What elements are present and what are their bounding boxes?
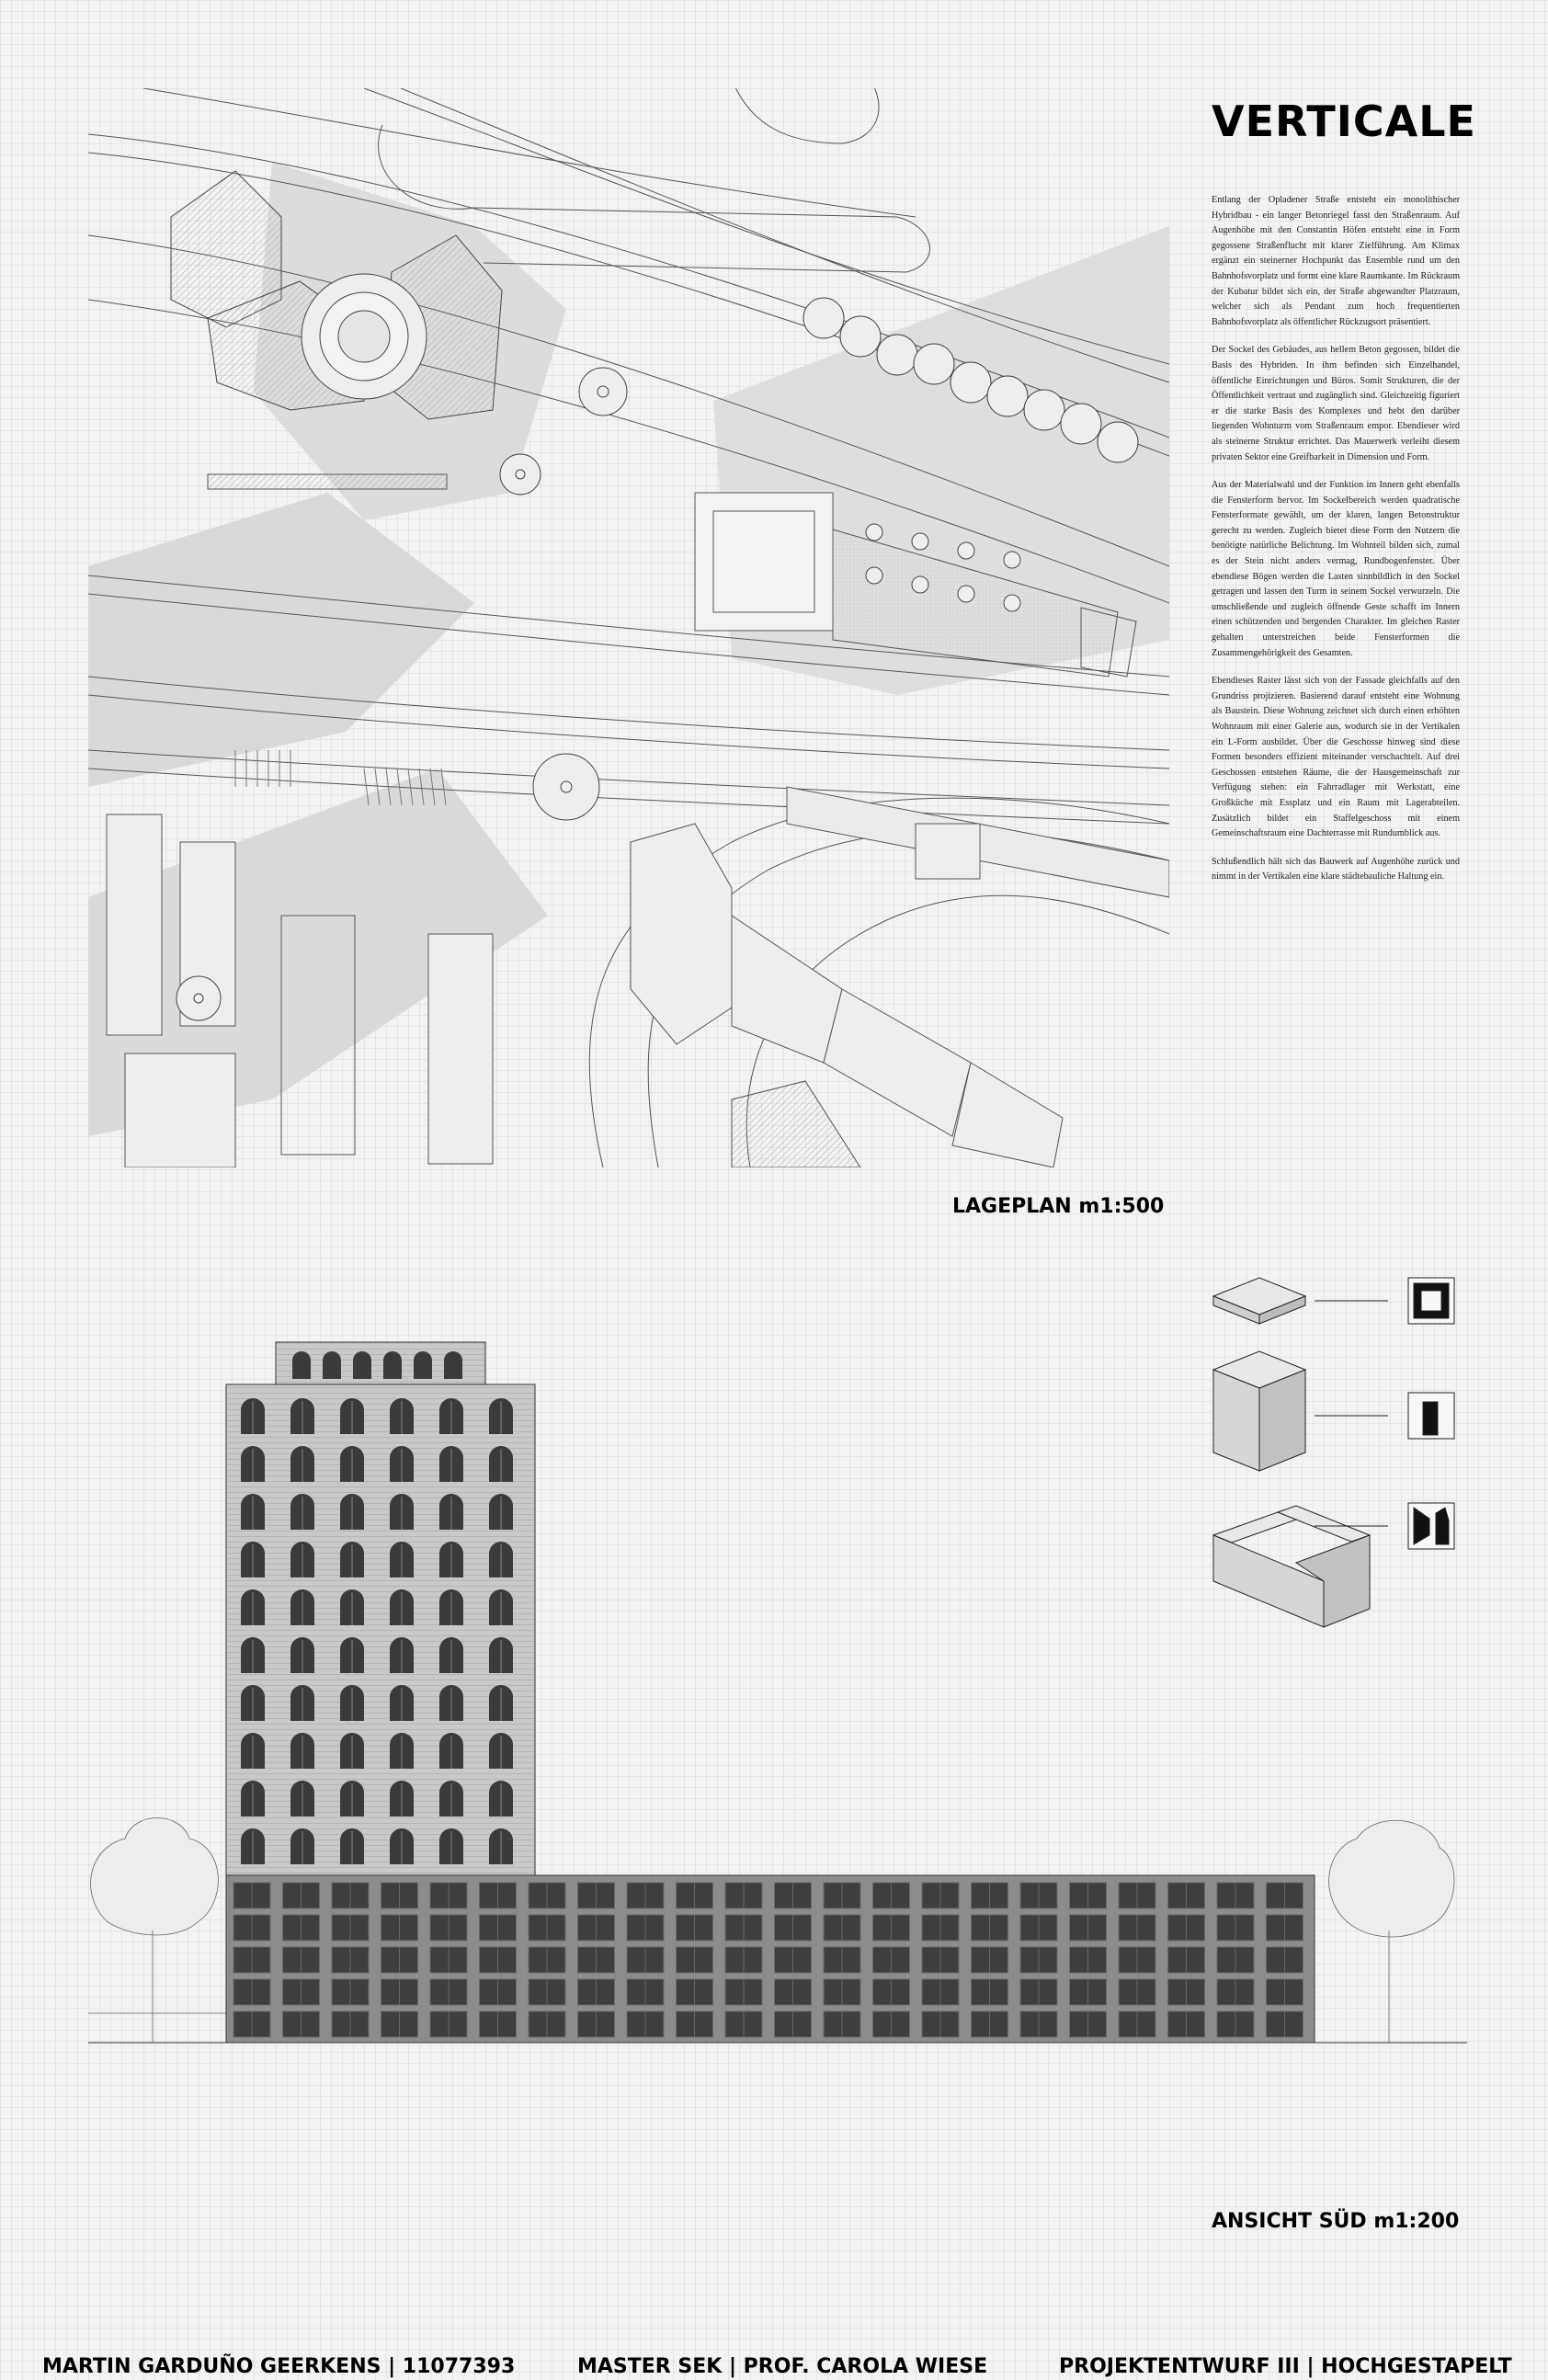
page-title: VERTICALE	[1212, 97, 1476, 146]
description-paragraph: Der Sockel des Gebäudes, aus hellem Beton gegossen, bildet die Basis des Hybriden. In ihm befinden sich Einzelhandel, öffentliche Einrichtungen und Büros. Somit Strukturen, die der Öffentlichkeit vertraut und zugänglich sind. Gleichzeitig figuriert er die starke Basis des Komplexes und hebt den darüber liegenden Wohnturm vom Straßenraum empor. Ebendieser wird als steinerne Struktur errichtet. Das Mauerwerk verleiht diesem privaten Sektor eine Greifbarkeit in Dimension und Form.	[1212, 345, 1460, 462]
footer-author: MARTIN GARDUÑO GEERKENS | 11077393	[42, 2355, 516, 2378]
site-plan-caption: LAGEPLAN m1:500	[952, 1195, 1165, 1218]
footer-project: PROJEKTENTWURF III | HOCHGESTAPELT	[1059, 2355, 1512, 2378]
arch-window	[292, 1351, 311, 1379]
arch-window	[323, 1351, 341, 1379]
description-paragraph: Schlußendlich hält sich das Bauwerk auf Augenhöhe zurück und nimmt in der Vertikalen eine klare städtebauliche Haltung ein.	[1212, 856, 1460, 883]
arch-window	[353, 1351, 371, 1379]
south-elevation-drawing	[88, 1333, 1467, 2206]
description-paragraph: Entlang der Opladener Straße entsteht ein monolithischer Hybridbau - ein langer Betonriegel fasst den Straßenraum. Auf Augenhöhe mit den Constantin Höfen entsteht eine in Form gegossene Straßenflucht mit klarer Zielführung. Am Klimax ergänzt ein steinerner Hochpunkt das Ensemble rund um den Bahnhofsvorplatz und formt eine klare Raumkante. Im Rückraum der Kubatur bildet sich ein, der Straße abgewandter Platzraum, welcher sich als Pendant zum hoch frequentierten Bahnhofsvorplatz als öffentlicher Rückzugsort präsentiert.	[1212, 195, 1460, 327]
description-paragraph: Aus der Materialwahl und der Funktion im Innern geht ebenfalls die Fensterform hervor. Im Sockelbereich werden quadratische Fensterformate gewählt, um der klaren, langen Betonstruktur gerecht zu werden. Zugleich bietet diese Form den Nutzern die benötigte natürliche Belichtung. Im Wohnteil bilden sich, zumal es der Stein nicht anders vermag, Rundbogenfenster. Über ebendiese Bögen werden die Lasten sinnbildlich in den Sockel getragen und lassen den Turm in seinem Sockel verwurzeln. Die umschließende und zugleich öffnende Geste schafft im Innern einen schützenden und bergenden Charakter. Im gleichen Raster gehalten unterstreichen beide Fensterformen die Zusammengehörigkeit des Gesamten.	[1212, 480, 1460, 658]
description-text	[1212, 193, 1460, 898]
site-plan-drawing	[88, 88, 1169, 1167]
arch-window	[444, 1351, 462, 1379]
arch-window	[383, 1351, 402, 1379]
footer-course: MASTER SEK | PROF. CAROLA WIESE	[577, 2355, 988, 2378]
tree-left	[91, 1818, 219, 1936]
description-paragraph: Ebendieses Raster lässt sich von der Fassade gleichfalls auf den Grundriss projizieren. Basierend darauf entsteht eine Wohnung als Baustein. Diese Wohnung zeichnet sich durch einen erhöhten Wohnraum mit einer Galerie aus, wodurch sie in der Vertikalen ein L-Form ausbildet. Über die Geschosse hinweg sind diese Formen besonders effizient miteinander verschachtelt. Auf drei Geschossen entstehen Räume, die der Hausgemeinschaft zur Verfügung stehen: ein Fahrradlager mit Werkstatt, eine Großküche mit Essplatz und ein Raum mit Lagerabteilen. Zusätzlich bildet ein Staffelgeschoss mit einem Gemeinschaftsraum eine Dachterrasse mit Rundumblick aus.	[1212, 676, 1460, 839]
elevation-caption: ANSICHT SÜD m1:200	[1212, 2210, 1460, 2233]
tower	[226, 1384, 535, 1875]
tree-right	[1329, 1820, 1454, 1937]
arch-window	[414, 1351, 432, 1379]
